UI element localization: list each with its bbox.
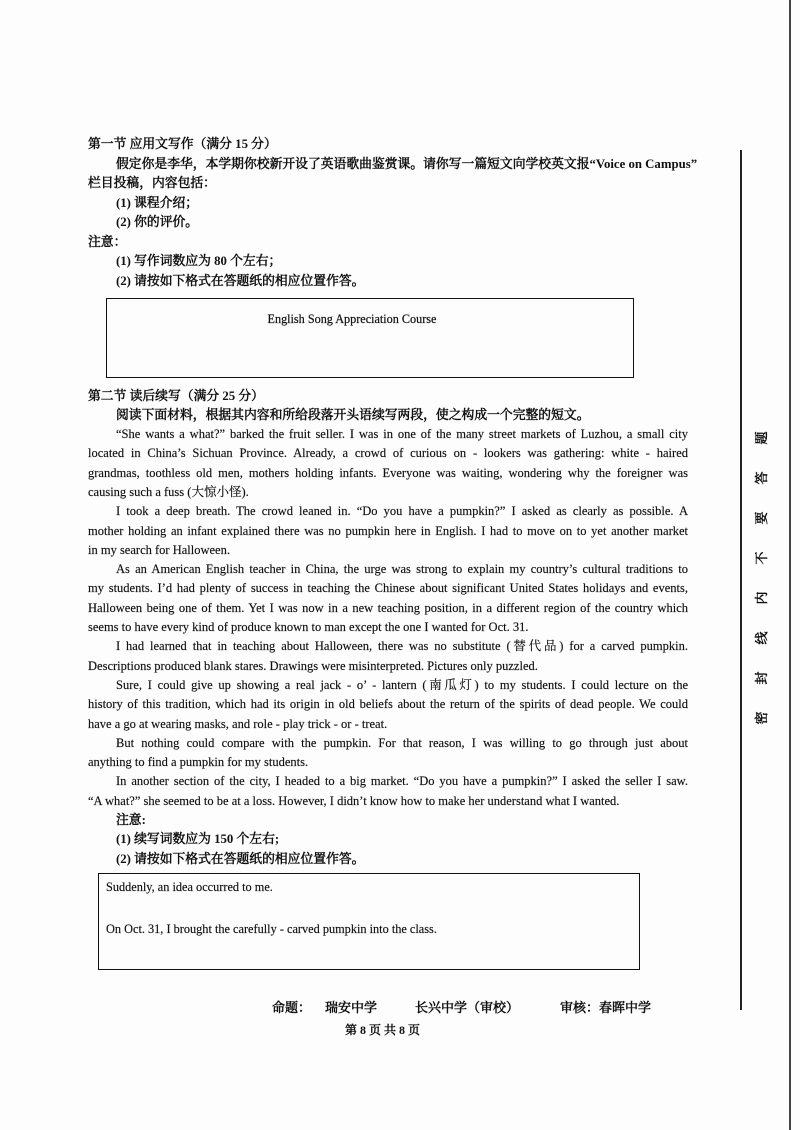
passage-paragraph [88, 425, 688, 502]
footer [0, 999, 740, 1017]
section-2-instruction: 阅读下面材料，根据其内容和所给段落开头语续写两段，使之构成一个完整的短文。 [116, 407, 590, 422]
section-1-prompt-line: 栏目投稿，内容包括： [88, 176, 216, 190]
passage-line: anything to find a pumpkin for my students. [88, 755, 309, 770]
passage-paragraph [88, 734, 688, 773]
passage-line: Descriptions produced blank stares. Drawings were misinterpreted. Pictures only puzzled. [88, 658, 538, 673]
passage-line: causing such a fuss (大惊小怪). [88, 484, 249, 499]
passage-paragraph [88, 772, 688, 811]
passage-line: seems to have every kind of produce known to man except the one I wanted for Oct. 31. [88, 620, 529, 635]
passage-line: grandmas, toothless old men, mothers holding infants. Everyone was waiting, wondering why the foreigner was [88, 465, 688, 480]
passage-line: Halloween being one of them. Yet I was now in a new teaching position, in a different region of the country which [88, 600, 688, 615]
note-item: (1) 续写词数应为 150 个左右; [116, 832, 280, 847]
setter-school: 瑞安中学 [325, 1000, 378, 1015]
content-item: (1) 课程介绍； [116, 195, 199, 210]
passage-line: my students. I’d had plenty of success in teaching the Chinese about significant United States holidays and events, [88, 581, 688, 596]
content-item: (2) 你的评价。 [116, 215, 199, 229]
passage-line: located in China’s Sichuan Province. Already, a crowd of curious on - lookers was gathering: white - haired [88, 446, 688, 461]
note-item: (2) 请按如下格式在答题纸的相应位置作答。 [116, 273, 365, 288]
seal-line-notice: 密封线内不要答题 [754, 404, 769, 725]
proofreader-school: 长兴中学（审校） [415, 1000, 520, 1015]
passage-paragraph [88, 637, 688, 676]
passage-paragraph [88, 560, 688, 637]
passage-paragraph [88, 502, 688, 560]
passage-line: have a go at wearing masks, and role - play trick - or - treat. [88, 716, 388, 731]
passage-line: In another section of the city, I headed to a big market. “Do you have a pumpkin?” I asked the seller I saw. [116, 774, 688, 789]
paragraph-opening-1: Suddenly, an idea occurred to me. [106, 880, 273, 894]
passage-line: in my search for Halloween. [88, 542, 230, 557]
passage-line: As an American English teacher in China, the urge was strong to explain my country’s cultural traditions to [116, 562, 688, 577]
essay-title: English Song Appreciation Course [267, 312, 437, 326]
passage-paragraph [88, 676, 688, 734]
paragraph-opening-2: On Oct. 31, I brought the carefully - carved pumpkin into the class. [106, 922, 437, 936]
passage-line: “She wants a what?” barked the fruit seller. I was in one of the many street markets of Luzhou, a small city [116, 427, 688, 442]
passage-line: But nothing could compare with the pumpkin. For that reason, I was willing to go through just about [116, 735, 688, 750]
note-item: (1) 写作词数应为 80 个左右； [116, 254, 282, 268]
page-number: 第 8 页 共 8 页 [345, 1023, 421, 1037]
passage-line: history of this tradition, which had its origin in old beliefs about the return of the spirits of dead people. We could [88, 697, 688, 712]
section-2 [88, 387, 688, 869]
notes-label: 注意: [116, 813, 146, 828]
section-1-prompt-line: 假定你是李华，本学期你校新开设了英语歌曲鉴赏课。请你写一篇短文向学校英文报“Voice on Campus” [116, 156, 698, 171]
section-2-title: 第二节 读后续写（满分 25 分） [88, 388, 264, 403]
notes-label: 注意： [88, 234, 127, 249]
note-item: (2) 请按如下格式在答题纸的相应位置作答。 [116, 851, 365, 866]
passage-line: mother holding an infant explained there was no pumpkin here in English. I had to move on to yet another market [88, 523, 688, 538]
seal-line [740, 150, 742, 1010]
answer-format-box-1 [106, 298, 634, 378]
passage-line: I had learned that in teaching about Halloween, there was no substitute (替代品) for a carved pumpkin. [116, 639, 688, 654]
reading-passage [88, 425, 688, 811]
section-1-title: 第一节 应用文写作（满分 15 分） [88, 137, 277, 151]
passage-line: I took a deep breath. The crowd leaned in. “Do you have a pumpkin?” I asked as clearly as possible. A [116, 504, 688, 519]
setter-label: 命题： [272, 1000, 312, 1015]
passage-line: Sure, I could give up showing a real jack - o’ - lantern (南瓜灯) to my students. I could lecture on the [116, 677, 688, 692]
passage-line: “A what?” she seemed to be at a loss. However, I didn’t know how to make her understand what I wanted. [88, 793, 620, 808]
section-1 [88, 135, 700, 291]
answer-format-box-2 [98, 873, 640, 970]
reviewer-school: 审核：春晖中学 [560, 1000, 652, 1015]
page-edge-line [789, 0, 791, 1130]
